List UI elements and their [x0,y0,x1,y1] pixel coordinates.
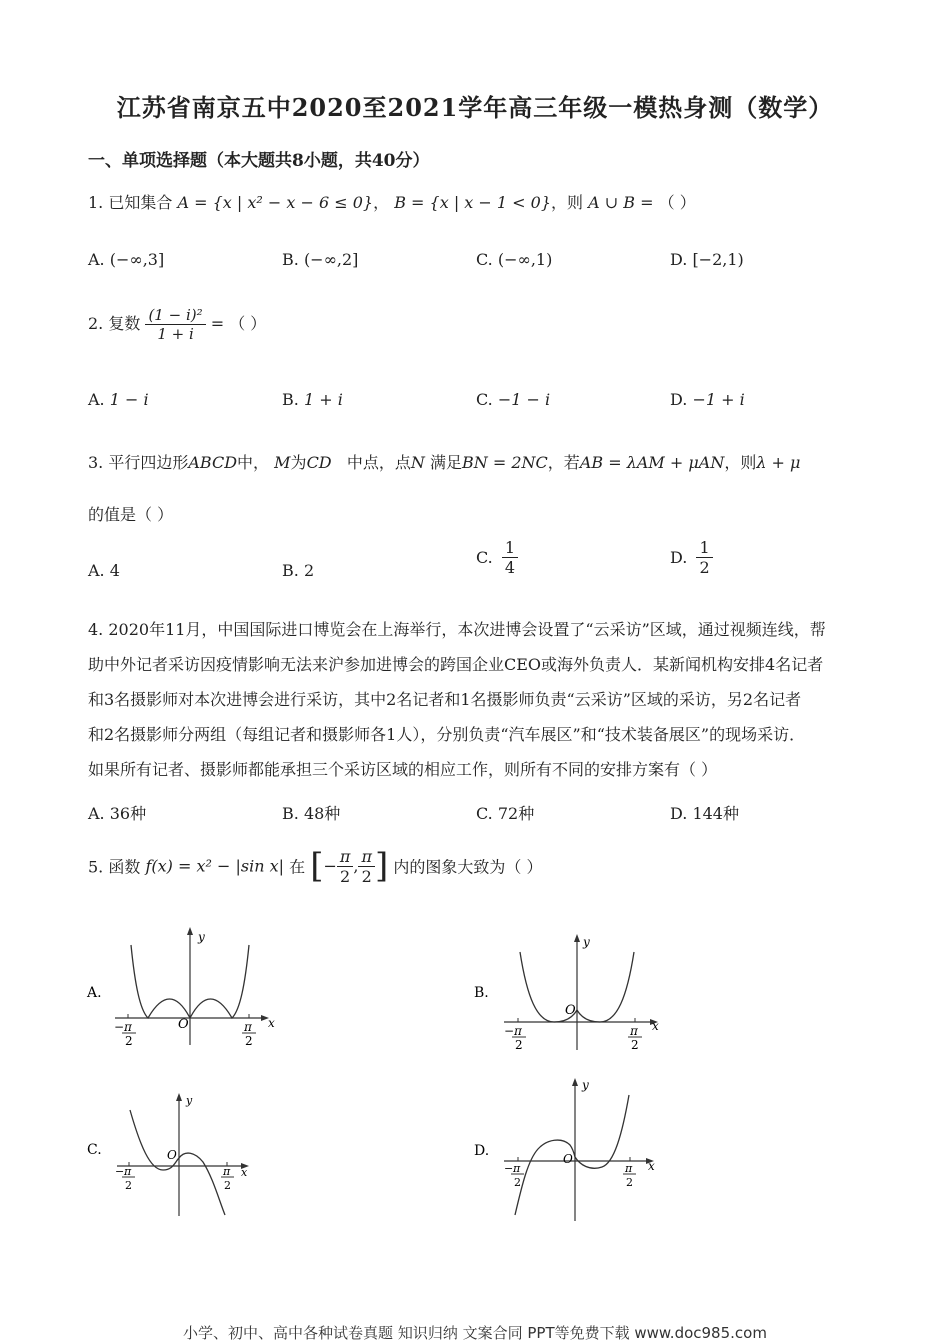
q3-option-d: D. $\frac{1}{2}$ [670,538,713,577]
svg-text:C.: C. [87,1142,102,1158]
q1-option-d: D. [−2,1) [670,250,744,269]
q2-paren: （ ） [229,314,267,333]
svg-text:x: x [241,1166,248,1179]
svg-text:2: 2 [631,1038,639,1052]
svg-text:O: O [563,1152,573,1166]
svg-text:π: π [514,1024,522,1038]
svg-text:x: x [648,1159,655,1173]
q5-interval-left: $\frac{\pi}{2}$ [337,847,354,886]
svg-text:π: π [244,1020,252,1034]
q3-option-b: B. 2 [282,561,315,580]
q3-bn-condition: BN = 2NC [462,453,548,472]
q4-option-c: C. 72种 [476,804,535,823]
svg-text:y: y [582,1078,589,1092]
q2-equals: = [210,314,225,333]
svg-text:O: O [167,1148,177,1162]
graph-b [472,932,672,1052]
svg-text:π: π [124,1020,132,1034]
q1-paren: （ ） [658,193,696,212]
q1-option-a: A. (−∞,3] [88,250,165,269]
svg-text:O: O [178,1017,189,1032]
section-heading: 一、单项选择题（本大题共8小题，共40分） [88,151,430,171]
q3-option-c: C. $\frac{1}{4}$ [476,538,518,577]
svg-text:−: − [114,1020,125,1034]
q1-option-b: B. (−∞,2] [282,250,359,269]
footer-note: 小学、初中、高中各种试卷真题 知识归纳 文案合同 PPT等免费下载 www.doc985.com [183,1324,767,1342]
q1-tail: ，则 [551,193,584,212]
question-2 [88,306,266,343]
svg-text:O: O [565,1003,576,1018]
q4-option-a: A. 36种 [88,804,147,823]
q3-n: N [410,453,425,472]
svg-text:2: 2 [514,1176,521,1189]
q3-cd: CD [306,453,332,472]
q3-option-a: A. 4 [88,561,120,580]
svg-text:π: π [630,1024,638,1038]
q2-fraction [145,306,205,343]
graph-a [85,925,285,1050]
q2-option-b: B. 1 + i [282,390,343,409]
q4-option-d: D. 144种 [670,804,739,823]
q2-option-d: D. −1 + i [670,390,745,409]
q1-comma: ， [373,193,390,212]
svg-text:2: 2 [125,1179,132,1192]
q1-set-b: B = {x | x − 1 < 0} [394,193,552,212]
q4-line-2: 助中外记者采访因疫情影响无法来沪参加进博会的跨国企业CEO或海外负责人．某新闻机构安排4名记者 [88,655,824,674]
q3-m: M [274,453,291,472]
graph-d [472,1075,672,1225]
svg-text:2: 2 [224,1179,231,1192]
svg-text:A.: A. [87,985,102,1001]
q3-lambda-mu: λ + μ [756,453,801,472]
q4-line-4: 和2名摄影师分两组（每组记者和摄影师各1人），分别负责“汽车展区”和“技术装备展区”的现场采访． [88,725,806,744]
page-title: 江苏省南京五中2020至2021学年高三年级一模热身测（数学） [116,93,834,122]
svg-text:π: π [223,1165,231,1178]
svg-text:−: − [504,1024,515,1038]
svg-text:2: 2 [515,1038,523,1052]
svg-text:y: y [583,935,590,949]
svg-text:x: x [268,1016,275,1030]
q4-line-3: 和3名摄影师对本次进博会进行采访，其中2名记者和1名摄影师负责“云采访”区域的采访，另2名记者 [88,690,802,709]
svg-text:B.: B. [474,985,489,1001]
svg-text:y: y [186,1094,193,1107]
q5-interval-right: $\frac{\pi}{2}$ [358,847,375,886]
svg-text:−: − [504,1162,514,1175]
q4-line-5: 如果所有记者、摄影师都能承担三个采访区域的相应工作，则所有不同的安排方案有（ ） [88,760,718,779]
q5-function: f(x) = x² − |sin x| [145,856,284,876]
q2-numerator: (1 − i)² [145,306,205,325]
svg-text:y: y [198,930,205,944]
q1-option-c: C. (−∞,1) [476,250,553,269]
question-1 [88,190,696,213]
q4-line-1: 4. 2020年11月，中国国际进口博览会在上海举行，本次进博会设置了“云采访”区域，通过视频连线，帮 [88,620,826,639]
q2-option-c: C. −1 − i [476,390,551,409]
q3-vector-equation: AB = λAM + μAN [579,453,725,472]
q4-option-b: B. 48种 [282,804,341,823]
question-4 [88,612,868,787]
graph-c [85,1090,285,1220]
svg-text:x: x [652,1019,659,1033]
q2-denominator: 1 + i [157,325,194,343]
q3-line2: 的值是（ ） [88,505,174,524]
svg-text:π: π [513,1162,521,1175]
question-3: 3. 平行四边形ABCD中， M为CD 中点，点N 满足BN = 2NC，若AB = λAM + μAN，则λ + μ [88,453,801,472]
svg-text:π: π [124,1165,132,1178]
q1-number: 1. 已知集合 [88,193,173,212]
svg-text:π: π [625,1162,633,1175]
question-5: 5. 函数 f(x) = x² − |sin x| 在 [− $\frac{\pi}{2}$ , $\frac{\pi}{2}$ ] 内的图象大致为（ ） [88,846,543,886]
svg-text:2: 2 [125,1034,133,1048]
svg-text:2: 2 [245,1034,253,1048]
svg-text:−: − [115,1165,125,1178]
svg-text:2: 2 [626,1176,633,1189]
q2-number: 2. 复数 [88,314,141,333]
q3-abcd: ABCD [188,453,238,472]
q2-option-a: A. 1 − i [88,390,149,409]
svg-text:D.: D. [474,1143,490,1159]
q1-expression: A ∪ B = [588,193,654,212]
q1-set-a: A = {x | x² − x − 6 ≤ 0} [177,193,374,212]
